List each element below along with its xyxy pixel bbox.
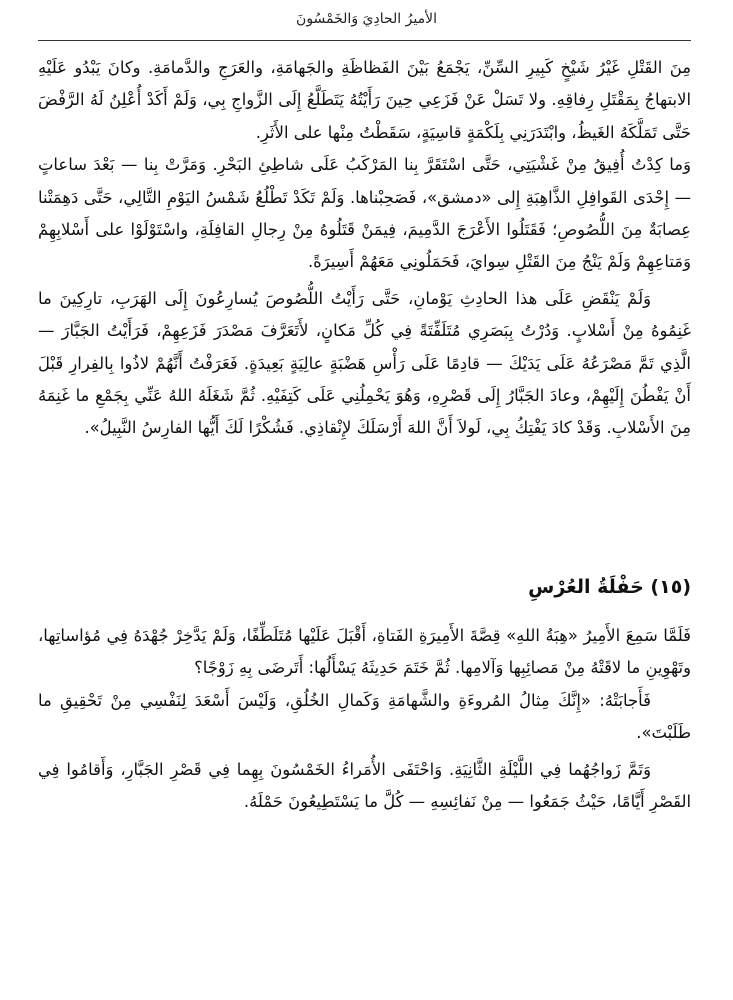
paragraph: فَلَمَّا سَمِعَ الأَمِيرُ «هِبَةُ اللهِ» قِصَّةَ الأَمِيرَةِ الفَتاةِ، أَقْبَلَ عَلَيْها مُتَلَطِّفًا، وَلَمْ يَدَّخِرْ جُهْدَهُ فِي مُؤاساتِها، وتَهْوِينِ ما لاقَتْهُ مِنْ مَصائِبِها وَآلامِها. ثُمَّ خَتَمَ حَدِيثَهُ يَسْأَلُها: أَتَرضَى بِهِ زَوْجًا؟: [38, 626, 691, 678]
running-header: الأميرُ الحادِيَ وَالخَمْسُونَ: [296, 11, 437, 27]
header-divider: [38, 40, 691, 41]
section-body: [38, 52, 691, 445]
paragraph: وَتَمَّ زَواجُهُما فِي اللَّيْلَةِ الثَّانِيَةِ. وَاحْتَفَى الأُمَراءُ الخَمْسُونَ بِهِما فِي قَصْرِ الجَبَّارِ، وَأَقامُوا فِي القَصْرِ أَيَّامًا، حَيْثُ جَمَعُوا — مِنْ نَفائِسِهِ — كُلَّ ما يَسْتَطِيعُونَ حَمْلَهُ.: [38, 759, 691, 812]
paragraph: وَلَمْ يَنْقَضِ عَلَى هذا الحادِثِ يَوْمانِ، حَتَّى رَأَيْتُ اللُّصُوصَ يُسارِعُونَ إِلَى الهَرَبِ، تارِكِينَ ما غَنِمُوهُ مِنْ أَسْلابٍ. وَدُرْتُ بِبَصَرِي مُتَلَفِّتَةً فِي كُلِّ مَكانٍ، لأَتَعَرَّفَ مَصْدَرَ فَزَعِهِمْ، فَرَأَيْتُ الجَبَّارَ — الَّذِي تَمَّ مَصْرَعُهُ عَلَى يَدَيْكَ — قادِمًا عَلَى رَأْسِ هَضْبَةٍ عالِيَةٍ بَعِيدَةٍ. فَعَرَفْتُ أَنَّهُمْ لاذُوا بِالفِرارِ قَبْلَ أَنْ يَفْطُنَ إِلَيْهِمْ، وعادَ الجَبَّارُ إِلَى قَصْرِهِ، وَهُوَ يَحْمِلُنِي عَلَى كَتِفَيْهِ. ثُمَّ شَغَلَهُ اللهُ عَنِّي بِجَمْعِ ما غَنِمَهُ مِنَ الأَسْلابِ. وَقَدْ كادَ يَفْتِكُ بِي، لَولاَ أَنَّ اللهَ أَرْسَلَكَ لإِنْقاذِي. فَشُكْرًا لَكَ أَيُّها الفارِسُ النَّبِيلُ».: [38, 288, 691, 438]
chapter-body: [38, 620, 691, 818]
paragraph: مِنَ القَتْلِ غَيْرُ شَيْخٍ كَبِيرِ السِّنِّ، يَجْمَعُ بَيْنَ الفَظاظَةِ والجَهامَةِ، والعَرَجِ والدَّمامَةِ. وكانَ يَبْدُو عَلَيْهِ الابتهاجُ بِمَقْتَلِ رِفاقِهِ. ولا تَسَلْ عَنْ فَزَعِي حِينَ رَأَيْتُهُ يَتَطَلَّعُ إِلَى الزَّواجِ بِي، وَلَمْ أَكَدْ أُعْلِنُ لَهُ الرَّفْضَ حَتَّى تَمَلَّكَهُ الغَيظُ، وابْتَدَرَنِي بِلَكْمَةٍ قاسِيَةٍ، سَقَطْتُ مِنْها على الأَثَرِ.: [38, 58, 691, 142]
paragraph: فَأَجابَتْهُ: «إِنَّكَ مِثالُ المُروءَةِ والشَّهامَةِ وَكَمالِ الخُلُقِ، وَلَيْسَ أَسْعَدَ لِنَفْسِي مِنْ تَحْقِيقِ ما طَلَبْتَ».: [38, 690, 691, 743]
chapter-title: (١٥) حَفْلَةُ العُرْسِ: [528, 576, 691, 598]
paragraph: وَما كِدْتُ أُفِيقُ مِنْ غَشْيَتِي، حَتَّى اسْتَقَرَّ بِنا المَرْكَبُ عَلَى شاطِئِ البَحْرِ. وَمَرَّتْ بِنا — بَعْدَ ساعاتٍ — إِحْدَى القَوافِلِ الذَّاهِبَةِ إِلى «دمشق»، فَصَحِبْناها. وَلَمْ تَكَدْ تَطْلُعُ شَمْسُ اليَوْمِ التَّالِي، حَتَّى دَهِمَتْنا عِصابَةٌ مِنَ اللُّصُوصِ؛ فَقَتَلُوا الأَعْرَجَ الدَّمِيمَ، فِيمَنْ قَتَلُوهُ مِنْ رِجالِ القافِلَةِ، واسْتَوْلَوْا على أَسْلابِهِمْ وَمَتاعِهِمْ وَلَمْ يَنْجُ مِنَ القَتْلِ سِوايَ، فَحَمَلُونِي مَعَهُمْ أَسِيرَةً.: [38, 155, 691, 272]
